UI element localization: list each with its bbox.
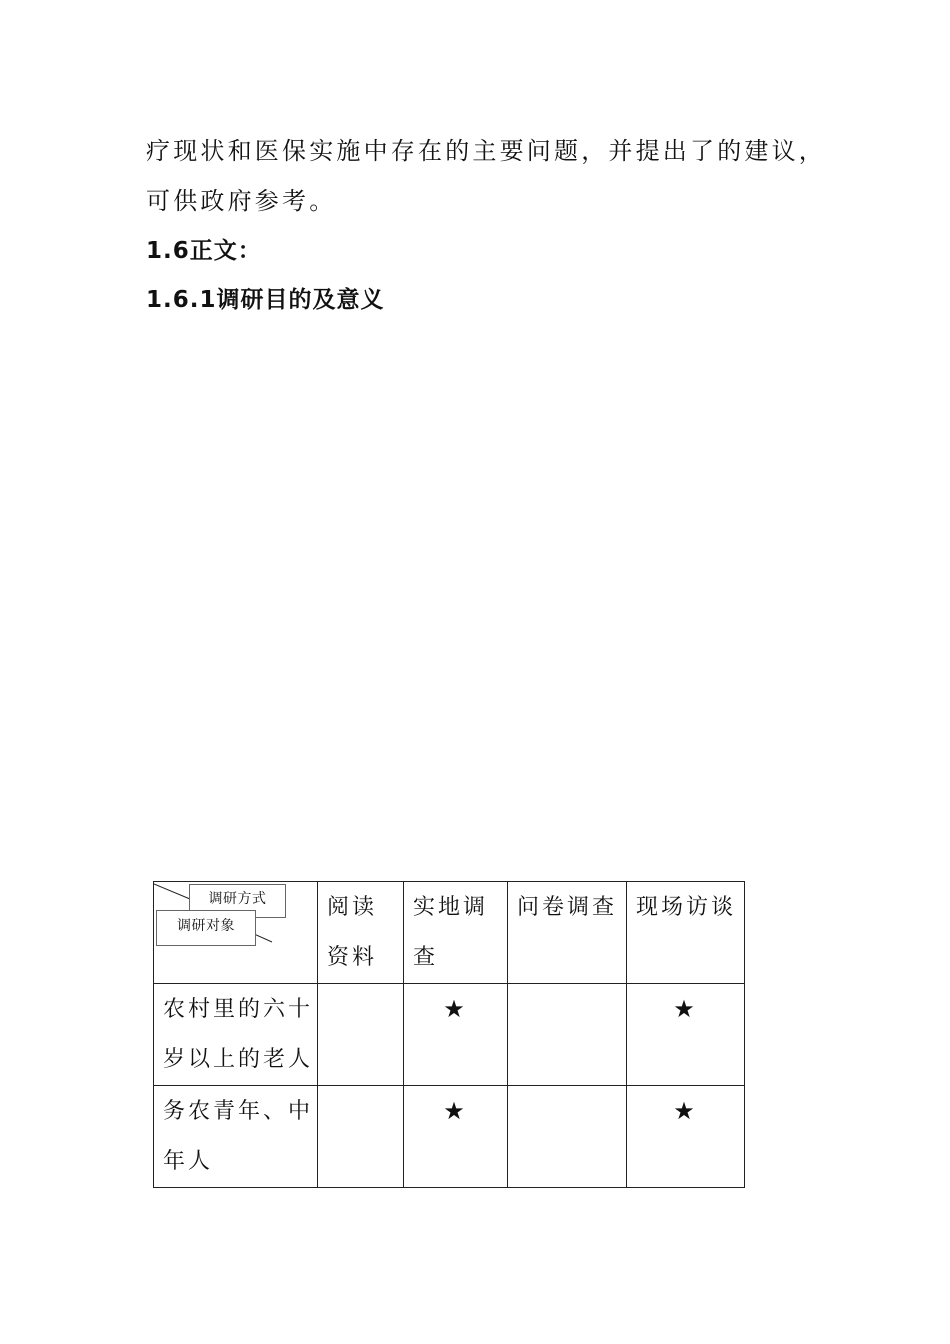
column-header-line: 查 [413,945,439,970]
table-cell [318,984,404,1086]
table-cell [627,1086,745,1188]
table-cell [508,984,627,1086]
table-row [154,984,745,1086]
table-header-row [154,882,745,984]
row-label-line: 年人 [163,1149,214,1174]
star-icon: ★ [673,1097,698,1125]
corner-label-subject: 调研对象 [156,910,256,946]
star-icon: ★ [443,1097,468,1125]
row-label-line: 岁以上的老人 [163,1047,314,1072]
paragraph-line-1: 疗现状和医保实施中存在的主要问题，并提出了的建议， [146,137,826,165]
column-header-line: 问卷调查 [517,895,618,920]
table-cell [508,1086,627,1188]
table-cell [404,1086,508,1188]
row-label-line: 务农青年、中 [163,1099,314,1124]
column-header-line: 资料 [327,945,378,970]
row-label [154,1086,318,1188]
table-cell [404,984,508,1086]
section-heading-1-6-1: 1.6.1调研目的及意义 [146,287,385,313]
research-methods-table [153,881,745,1188]
star-icon: ★ [443,995,468,1023]
table-corner-cell [154,882,318,984]
table-cell [627,984,745,1086]
column-header [627,882,745,984]
row-label [154,984,318,1086]
section-heading-1-6: 1.6正文： [146,238,262,264]
column-header-line: 现场访谈 [636,895,737,920]
corner-label-method: 调研方式 [189,884,286,918]
table-row [154,1086,745,1188]
paragraph-line-2: 可供政府参考。 [146,187,337,215]
column-header [318,882,404,984]
column-header [404,882,508,984]
column-header-line: 阅读 [327,895,378,920]
column-header [508,882,627,984]
table-cell [318,1086,404,1188]
column-header-line: 实地调 [413,895,489,920]
star-icon: ★ [673,995,698,1023]
row-label-line: 农村里的六十 [163,997,314,1022]
